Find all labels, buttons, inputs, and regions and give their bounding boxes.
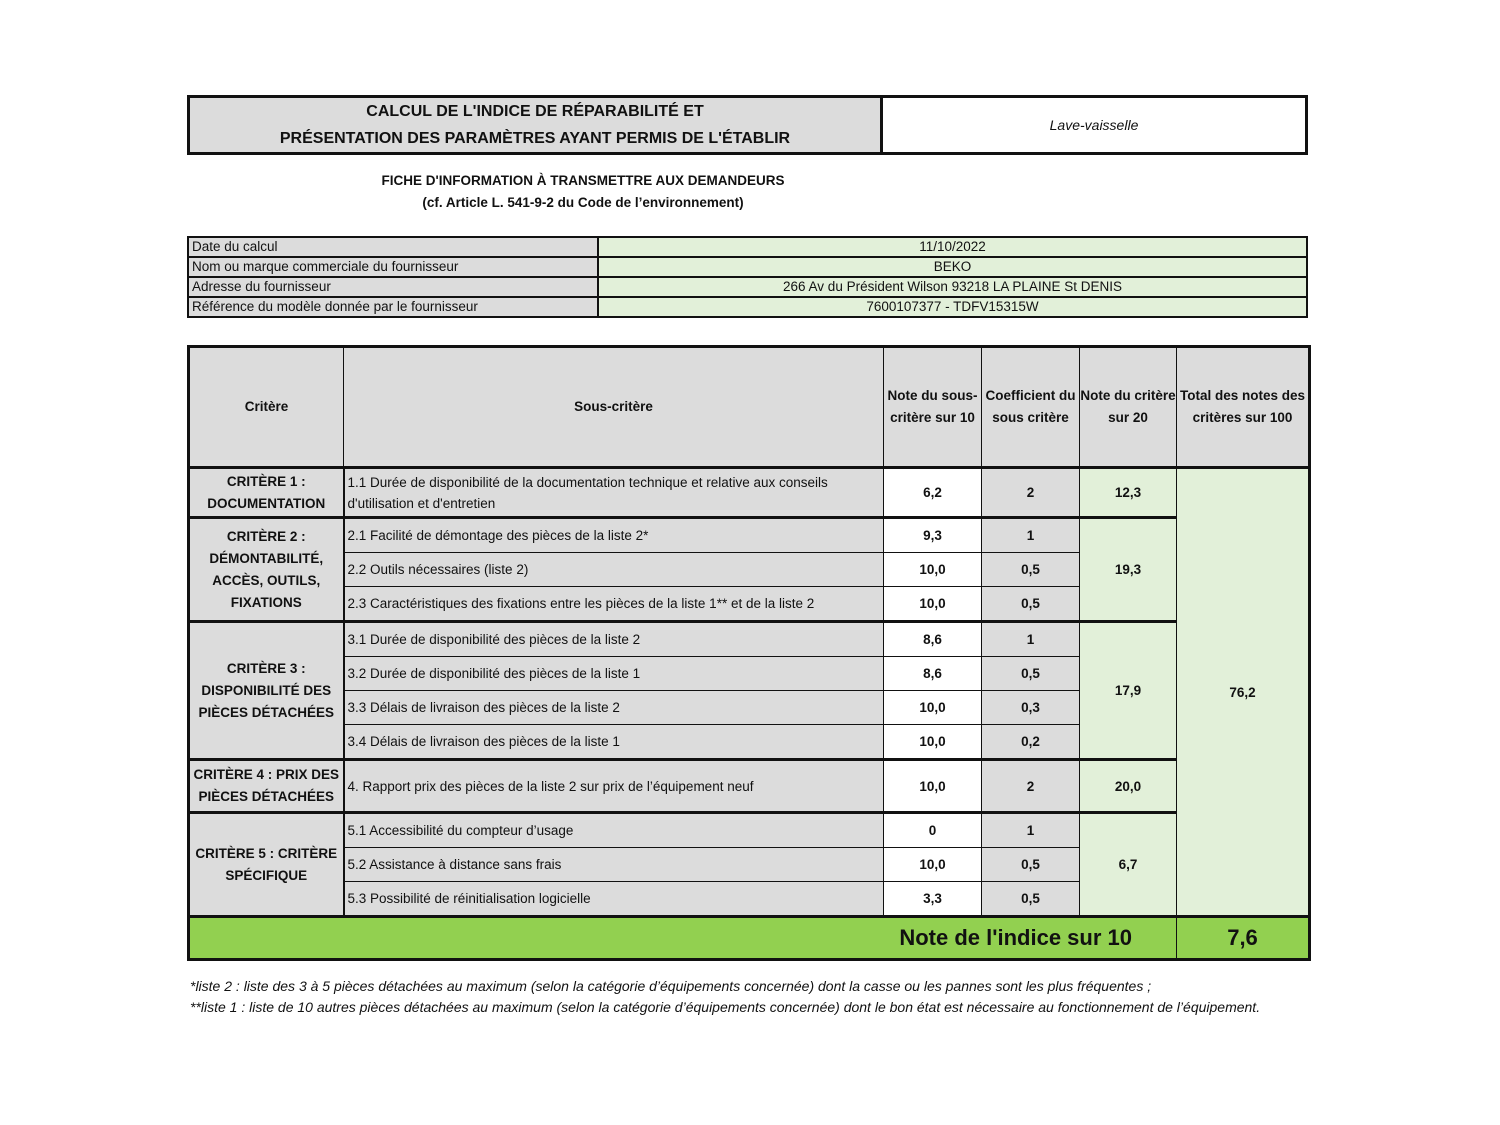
final-score-label: Note de l'indice sur 10 <box>189 917 1177 960</box>
title-block <box>187 95 1308 155</box>
document-title <box>189 97 882 154</box>
table-row <box>189 518 1310 553</box>
criterion-2-note: 19,3 <box>1080 518 1177 622</box>
sub-criterion-label: 2.2 Outils nécessaires (liste 2) <box>344 553 884 587</box>
sub-criterion-coef: 1 <box>982 622 1080 657</box>
header-note-sous-critere: Note du sous-critère sur 10 <box>884 347 982 468</box>
criterion-5-label: CRITÈRE 5 : CRITÈRE SPÉCIFIQUE <box>189 813 344 917</box>
sub-criterion-note: 6,2 <box>884 468 982 518</box>
sub-criterion-label: 3.4 Délais de livraison des pièces de la liste 1 <box>344 725 884 760</box>
sub-criterion-coef: 0,2 <box>982 725 1080 760</box>
header-note-critere: Note du critère sur 20 <box>1080 347 1177 468</box>
sub-criterion-note: 10,0 <box>884 691 982 725</box>
supplier-info-table <box>187 236 1308 318</box>
header-critere: Critère <box>189 347 344 468</box>
info-label: Nom ou marque commerciale du fournisseur <box>188 257 598 277</box>
sub-criterion-note: 3,3 <box>884 882 982 917</box>
header-coefficient: Coefficient du sous critère <box>982 347 1080 468</box>
sub-criterion-label: 4. Rapport prix des pièces de la liste 2 sur prix de l’équipement neuf <box>344 760 884 813</box>
footnotes <box>190 976 1270 1018</box>
repairability-table <box>187 345 1311 961</box>
table-row <box>189 468 1310 518</box>
sub-criterion-note: 9,3 <box>884 518 982 553</box>
info-row <box>188 297 1307 317</box>
info-row <box>188 237 1307 257</box>
sub-criterion-label: 3.1 Durée de disponibilité des pièces de la liste 2 <box>344 622 884 657</box>
sub-criterion-label: 2.1 Facilité de démontage des pièces de la liste 2* <box>344 518 884 553</box>
product-type: Lave-vaisselle <box>882 97 1307 154</box>
criterion-3-note: 17,9 <box>1080 622 1177 760</box>
criterion-1-label: CRITÈRE 1 : DOCUMENTATION <box>189 468 344 518</box>
sub-criterion-coef: 0,5 <box>982 587 1080 622</box>
sub-criterion-coef: 0,5 <box>982 848 1080 882</box>
total-score: 76,2 <box>1177 468 1310 917</box>
table-header-row <box>189 347 1310 468</box>
criterion-4-label: CRITÈRE 4 : PRIX DES PIÈCES DÉTACHÉES <box>189 760 344 813</box>
info-value: 266 Av du Président Wilson 93218 LA PLAINE St DENIS <box>598 277 1307 297</box>
info-label: Référence du modèle donnée par le fournisseur <box>188 297 598 317</box>
subtitle-line-1: FICHE D'INFORMATION À TRANSMETTRE AUX DEMANDEURS <box>381 173 785 188</box>
info-label: Date du calcul <box>188 237 598 257</box>
criterion-4-note: 20,0 <box>1080 760 1177 813</box>
table-row <box>189 760 1310 813</box>
sub-criterion-note: 10,0 <box>884 760 982 813</box>
subtitle-line-2: (cf. Article L. 541-9-2 du Code de l’environnement) <box>422 195 744 210</box>
subtitle <box>283 170 883 214</box>
info-value: BEKO <box>598 257 1307 277</box>
info-row <box>188 277 1307 297</box>
criterion-1-note: 12,3 <box>1080 468 1177 518</box>
table-row <box>189 622 1310 657</box>
sub-criterion-label: 5.3 Possibilité de réinitialisation logicielle <box>344 882 884 917</box>
sub-criterion-coef: 2 <box>982 468 1080 518</box>
sub-criterion-coef: 1 <box>982 518 1080 553</box>
sub-criterion-coef: 0,3 <box>982 691 1080 725</box>
sub-criterion-note: 8,6 <box>884 622 982 657</box>
criterion-2-label: CRITÈRE 2 : DÉMONTABILITÉ, ACCÈS, OUTILS, FIXATIONS <box>189 518 344 622</box>
criterion-3-label: CRITÈRE 3 : DISPONIBILITÉ DES PIÈCES DÉTACHÉES <box>189 622 344 760</box>
info-row <box>188 257 1307 277</box>
table-row <box>189 813 1310 848</box>
sub-criterion-label: 3.3 Délais de livraison des pièces de la liste 2 <box>344 691 884 725</box>
info-value: 11/10/2022 <box>598 237 1307 257</box>
sub-criterion-coef: 1 <box>982 813 1080 848</box>
title-line-1: CALCUL DE L'INDICE DE RÉPARABILITÉ ET <box>366 103 704 120</box>
sub-criterion-label: 5.1 Accessibilité du compteur d’usage <box>344 813 884 848</box>
info-label: Adresse du fournisseur <box>188 277 598 297</box>
final-score-value: 7,6 <box>1177 917 1310 960</box>
sub-criterion-coef: 0,5 <box>982 882 1080 917</box>
sub-criterion-coef: 0,5 <box>982 553 1080 587</box>
sub-criterion-label: 5.2 Assistance à distance sans frais <box>344 848 884 882</box>
sub-criterion-note: 0 <box>884 813 982 848</box>
sub-criterion-label: 3.2 Durée de disponibilité des pièces de la liste 1 <box>344 657 884 691</box>
header-total: Total des notes des critères sur 100 <box>1177 347 1310 468</box>
sub-criterion-coef: 0,5 <box>982 657 1080 691</box>
sub-criterion-note: 10,0 <box>884 553 982 587</box>
sub-criterion-note: 10,0 <box>884 587 982 622</box>
footnote-liste-2: *liste 2 : liste des 3 à 5 pièces détachées au maximum (selon la catégorie d’équipements concernée) dont la casse ou les pannes sont les plus fréquentes ; <box>190 978 1152 994</box>
final-score-row <box>189 917 1310 960</box>
title-line-2: PRÉSENTATION DES PARAMÈTRES AYANT PERMIS DE L'ÉTABLIR <box>279 130 791 147</box>
info-value: 7600107377 - TDFV15315W <box>598 297 1307 317</box>
sub-criterion-note: 8,6 <box>884 657 982 691</box>
header-sous-critere: Sous-critère <box>344 347 884 468</box>
sub-criterion-coef: 2 <box>982 760 1080 813</box>
sub-criterion-note: 10,0 <box>884 848 982 882</box>
criterion-5-note: 6,7 <box>1080 813 1177 917</box>
sub-criterion-label: 1.1 Durée de disponibilité de la documentation technique et relative aux conseils d'utilisation et d'entretien <box>344 468 884 518</box>
footnote-liste-1: **liste 1 : liste de 10 autres pièces détachées au maximum (selon la catégorie d’équipements concernée) dont le bon état est nécessaire au fonctionnement de l’équipement. <box>190 999 1261 1015</box>
sub-criterion-note: 10,0 <box>884 725 982 760</box>
sub-criterion-label: 2.3 Caractéristiques des fixations entre les pièces de la liste 1** et de la liste 2 <box>344 587 884 622</box>
